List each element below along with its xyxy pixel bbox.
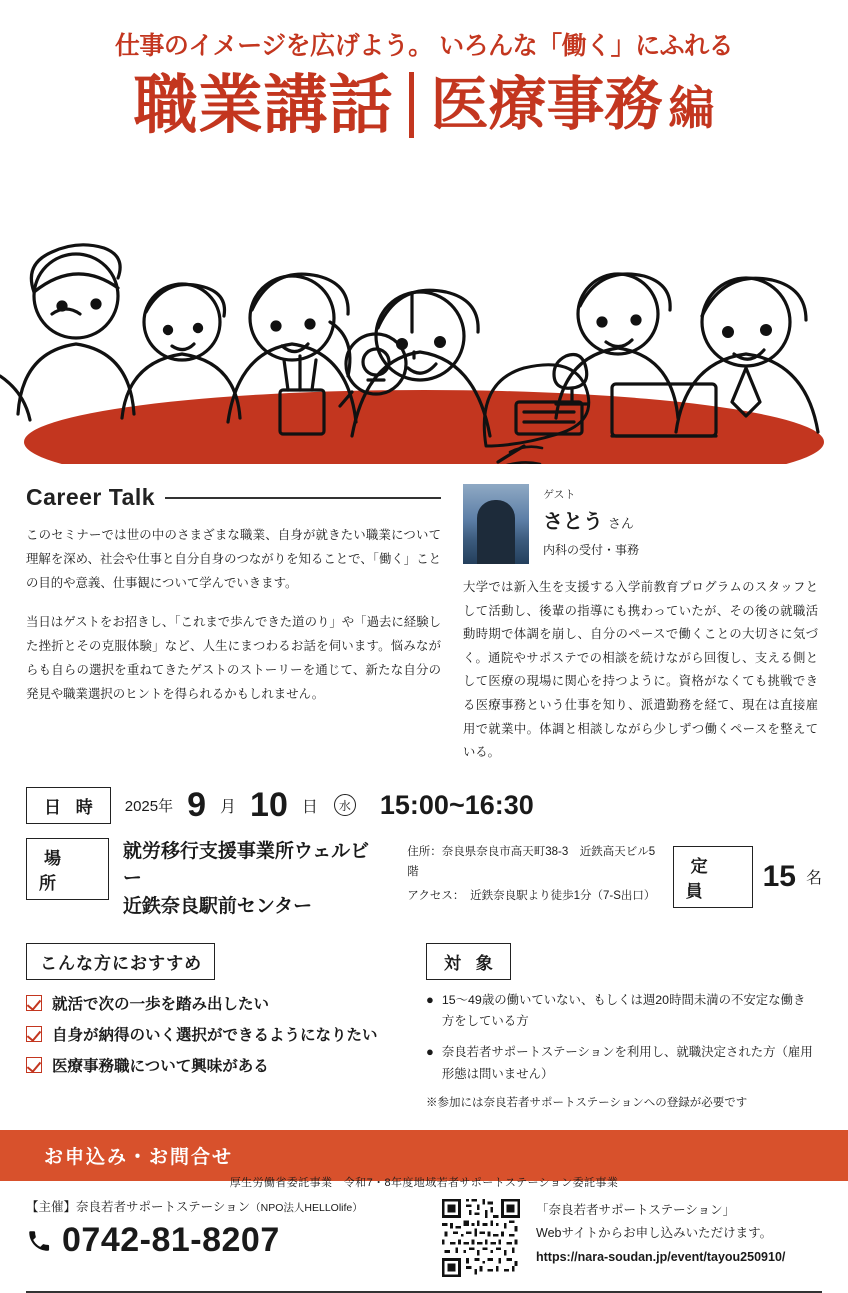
guest-role: 内科の受付・事務 bbox=[543, 543, 640, 557]
recommend-item-label: 医療事務職について興味がある bbox=[52, 1057, 269, 1075]
target-heading: 対 象 bbox=[426, 943, 511, 980]
guest-name: さとう bbox=[543, 511, 603, 533]
title-sub: 医療事務 bbox=[430, 72, 663, 137]
web-info bbox=[536, 1199, 785, 1263]
place-row bbox=[26, 838, 822, 921]
web-line-1: 「奈良若者サポートステーション」 bbox=[536, 1203, 736, 1218]
bullet-icon: ● bbox=[426, 1043, 434, 1059]
guest-honorific: さん bbox=[608, 516, 635, 531]
organizer-corp: （NPO法人HELLOlife） bbox=[250, 1202, 363, 1215]
recommend-item-label: 自身が納得のいく選択ができるようになりたい bbox=[52, 1026, 378, 1044]
place-name-line1: 就労移行支援事業所ウェルビー bbox=[122, 840, 370, 890]
footer-text: 厚生労働省委託事業 令和7・8年度地域若者サポートステーション委託事業 bbox=[229, 1177, 619, 1189]
target-note: ※参加には奈良若者サポートステーションへの登録が必要です bbox=[426, 1097, 748, 1110]
title-main: 職業講話 bbox=[133, 69, 394, 141]
contact-right bbox=[442, 1197, 785, 1277]
date-year: 2025年 bbox=[124, 797, 174, 815]
date-row bbox=[26, 787, 822, 824]
recommend-block bbox=[26, 943, 406, 1111]
illustration-people-at-table bbox=[0, 146, 848, 476]
date-day: 10 bbox=[250, 786, 288, 825]
career-talk-title: Career Talk bbox=[26, 484, 156, 510]
date-day-unit: 日 bbox=[301, 798, 318, 816]
target-block bbox=[426, 943, 816, 1111]
recommend-heading: こんな方におすすめ bbox=[26, 943, 215, 980]
guest-name-wrap bbox=[543, 505, 639, 534]
capacity-label: 定 員 bbox=[673, 846, 753, 908]
date-dayofweek: 水 bbox=[334, 794, 356, 816]
career-talk-rule bbox=[165, 497, 441, 499]
target-item-label: 15〜49歳の働いていない、もしくは週20時間未満の不安定な働き方をしている方 bbox=[441, 992, 806, 1029]
target-item-label: 奈良若者サポートステーションを利用し、就職決定された方（雇用形態は問いません） bbox=[441, 1044, 813, 1081]
list-item bbox=[26, 1023, 406, 1045]
guest-header bbox=[463, 484, 818, 564]
place-name-line2: 近鉄奈良駅前センター bbox=[122, 895, 313, 917]
career-talk-section bbox=[26, 484, 822, 765]
list-item bbox=[26, 992, 406, 1014]
career-talk-left bbox=[26, 484, 441, 765]
organizer-name: 【主催】奈良若者サポートステーション bbox=[26, 1200, 251, 1215]
career-talk-paragraph-1: このセミナーでは世の中のさまざまな職業、自身が就きたい職業について理解を深め、社会や仕事と自分自身のつながりを知ることで、「働く」ことの目的や意義、仕事観について学んでいきます。 bbox=[26, 528, 441, 591]
title-divider bbox=[409, 72, 414, 138]
telephone-row[interactable] bbox=[26, 1221, 426, 1260]
bullet-icon: ● bbox=[426, 991, 434, 1007]
guest-bio: 大学では新入生を支援する入学前教育プログラムのスタッフとして活動し、後輩の指導にも携わっていたが、その後の就職活動時期で体調を崩し、自分のペースで働くことの大切さに気づく。通院やサポステでの相談を続けながら回復し、支える側として医療の現場に関心を持つように。資格がなくても挑戦できる医療事務という仕事を知り、派遣勤務を経て、現在は直接雇用で就業中。体調と相談しながら少しずつ働くペースを整えている。 bbox=[463, 580, 818, 760]
phone-icon bbox=[26, 1228, 52, 1254]
place-address-block bbox=[407, 838, 658, 906]
target-heading-row bbox=[426, 943, 816, 980]
place-address: 住所：奈良県奈良市高天町38-3 近鉄高天ビル5階 bbox=[407, 845, 656, 878]
list-item bbox=[26, 1054, 406, 1076]
contact-section bbox=[26, 1197, 822, 1277]
title-suffix: 編 bbox=[668, 82, 715, 134]
career-talk-heading bbox=[26, 484, 441, 511]
list-item bbox=[426, 990, 816, 1033]
check-icon bbox=[26, 1057, 42, 1073]
qr-code-icon[interactable] bbox=[442, 1199, 520, 1277]
recommend-item-label: 就活で次の一歩を踏み出したい bbox=[52, 995, 270, 1013]
recommend-target-section bbox=[26, 943, 822, 1111]
capacity-unit: 名 bbox=[805, 870, 822, 888]
recommend-list bbox=[26, 992, 406, 1076]
place-access: アクセス： 近鉄奈良駅より徒歩1分（7-S出口） bbox=[407, 890, 656, 903]
guest-profile bbox=[463, 484, 818, 765]
date-label: 日 時 bbox=[26, 787, 111, 824]
list-item bbox=[426, 1042, 816, 1085]
place-label: 場 所 bbox=[26, 838, 109, 900]
date-time: 15:00~16:30 bbox=[379, 789, 534, 820]
date-month: 9 bbox=[187, 786, 207, 825]
capacity-value: 15 bbox=[762, 859, 796, 893]
guest-photo bbox=[463, 484, 529, 564]
check-icon bbox=[26, 1026, 42, 1042]
capacity-block bbox=[673, 838, 822, 908]
target-list bbox=[426, 990, 816, 1086]
apply-url[interactable]: https://nara-soudan.jp/event/tayou250910/ bbox=[536, 1249, 786, 1264]
guest-label: ゲスト bbox=[543, 489, 576, 501]
poster-title bbox=[26, 69, 822, 141]
web-line-2: Webサイトからお申し込みいただけます。 bbox=[536, 1226, 773, 1241]
apply-banner: お申込み・お問合せ bbox=[0, 1130, 848, 1181]
career-talk-paragraph-2: 当日はゲストをお招きし、「これまで歩んできた道のり」や「過去に経験した挫折とその克服体験」など、人生にまつわるお話を伺います。悩みながらも自らの選択を重ねてきたゲストのストーリーを通じて、新たな自分の発見や職業選択のヒントを得られるかもしれません。 bbox=[26, 614, 441, 702]
title-sub-wrap bbox=[430, 72, 715, 137]
date-month-unit: 月 bbox=[220, 798, 237, 816]
event-info bbox=[26, 787, 822, 921]
guest-meta bbox=[543, 484, 639, 558]
check-icon bbox=[26, 995, 42, 1011]
place-name bbox=[123, 838, 379, 921]
contact-left bbox=[26, 1197, 426, 1277]
telephone-number: 0742-81-8207 bbox=[62, 1221, 280, 1260]
organizer-line bbox=[26, 1197, 426, 1215]
poster-tagline: 仕事のイメージを広げよう。 いろんな「働く」にふれる bbox=[114, 32, 734, 60]
